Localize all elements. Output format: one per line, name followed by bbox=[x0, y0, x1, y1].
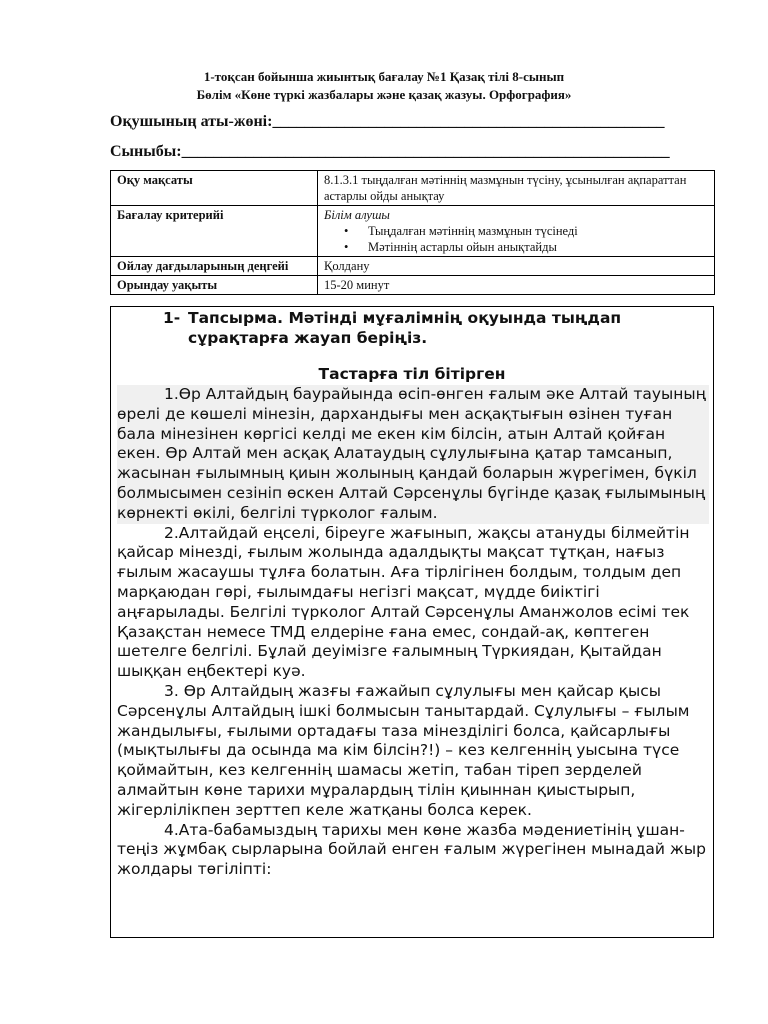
criteria-value bbox=[318, 206, 715, 257]
bullet-icon: • bbox=[344, 240, 349, 254]
paragraph-4: 4.Ата-бабамыздың тарихы мен көне жазба мәдениетінің ұшан-теңіз жұмбақ сырларына бойлай енген ғалым жүрегінен мынадай жыр жолдары төгіліпті: bbox=[117, 820, 706, 879]
criteria-item-2: Мәтіннің астарлы ойын анықтайды bbox=[368, 240, 557, 254]
task-instruction bbox=[163, 308, 703, 348]
table-row bbox=[111, 206, 715, 257]
paragraph-2: 2.Алтайдай еңселі, біреуге жағынып, жақсы атануды білмейтін қайсар мінезді, ғылым жолында адалдықты мақсат тұтқан, нағыз ғылым жасаушы тұлға болатын. Аға тірлігінен болдым, толдым деп марқаюдан гөрі, ғылымдағы негізгі мақсат, мүдде биіктігі аңғарылады. Белгілі түрколог Алтай Сәрсенұлы Аманжолов есімі тек Қазақстан немесе ТМД елдеріне ғана емес, сондай-ақ, көптеген шетелге белгілі. Бұлай деуімізге ғалымның Түркиядан, Қытайдан шыққан еңбектері куә. bbox=[117, 523, 690, 681]
task-box bbox=[110, 306, 714, 938]
class-field: Сыныбы:_____________________________________________________________ bbox=[110, 143, 670, 160]
table-row bbox=[111, 276, 715, 295]
table-row bbox=[111, 257, 715, 276]
task-instruction-text: Тапсырма. Мәтінді мұғалімнің оқуында тыңдап сұрақтарға жауап беріңіз. bbox=[188, 309, 622, 347]
document-title-line1: 1-тоқсан бойынша жиынтық бағалау №1 Қазақ тілі 8-сынып bbox=[203, 69, 565, 84]
criteria-item-1: Тыңдалған мәтіннің мазмұнын түсінеді bbox=[368, 224, 578, 238]
list-item bbox=[324, 239, 708, 255]
assessment-info-table bbox=[110, 170, 715, 295]
time-value: 15-20 минут bbox=[318, 276, 715, 295]
list-item bbox=[324, 223, 708, 239]
paragraph-1: 1.Өр Алтайдың баурайында өсіп-өнген ғалым әке Алтай тауының өрелі де көшелі мінезін, дархандығы мен асқақтығын өзінен туған бала мінезінен көргісі келді ме екен кім білсін, атын Алтай қойған екен. Өр Алтай мен асқақ Алатаудың сұлулығына қатар тамсанып, жасынан ғылымның қиын жолының қандай боларын жүрегімен, бүкіл болмысымен сезініп өскен Алтай Сәрсенұлы бүгінде қазақ ғылымының көрнекті өкілі, белгілі түрколог ғалым. bbox=[117, 385, 709, 524]
paragraph-3: 3. Өр Алтайдың жазғы ғажайып сұлулығы мен қайсар қысы Сәрсенұлы Алтайдың ішкі болмысын танытардай. Сұлулығы – ғылым жандылығы, ғылыми ортадағы таза мінезділігі болса, қайсарлығы (мықтылығы да осында ма кім білсін?!) – кез келгеннің уысына түсе қоймайтын, кез келгеннің шамасы жетіп, табан тіреп зерделей алмайтын көне тарихи мұралардың тілін қиыннан қиыстырып, жігерлілікпен зерттеп келе жатқаны болса керек. bbox=[117, 681, 690, 819]
skill-level-value: Қолдану bbox=[318, 257, 715, 276]
reading-text bbox=[117, 385, 709, 880]
bullet-icon: • bbox=[344, 224, 349, 238]
criteria-label: Бағалау критерийі bbox=[111, 206, 318, 257]
document-title-line2: Бөлім «Көне түркі жазбалары және қазақ жазуы. Орфография» bbox=[196, 87, 572, 102]
criteria-intro: Білім алушы bbox=[324, 208, 390, 222]
student-name-field: Оқушының аты-жөні:_________________________________________________ bbox=[110, 113, 665, 130]
task-number: 1- bbox=[163, 309, 181, 327]
objective-label: Оқу мақсаты bbox=[111, 171, 318, 206]
skill-level-label: Ойлау дағдыларының деңгейі bbox=[111, 257, 318, 276]
text-title: Тастарға тіл бітірген bbox=[318, 365, 506, 383]
table-row bbox=[111, 171, 715, 206]
objective-value: 8.1.3.1 тыңдалған мәтіннің мазмұнын түсіну, ұсынылған ақпараттан астарлы ойды анықтау bbox=[318, 171, 715, 206]
time-label: Орындау уақыты bbox=[111, 276, 318, 295]
